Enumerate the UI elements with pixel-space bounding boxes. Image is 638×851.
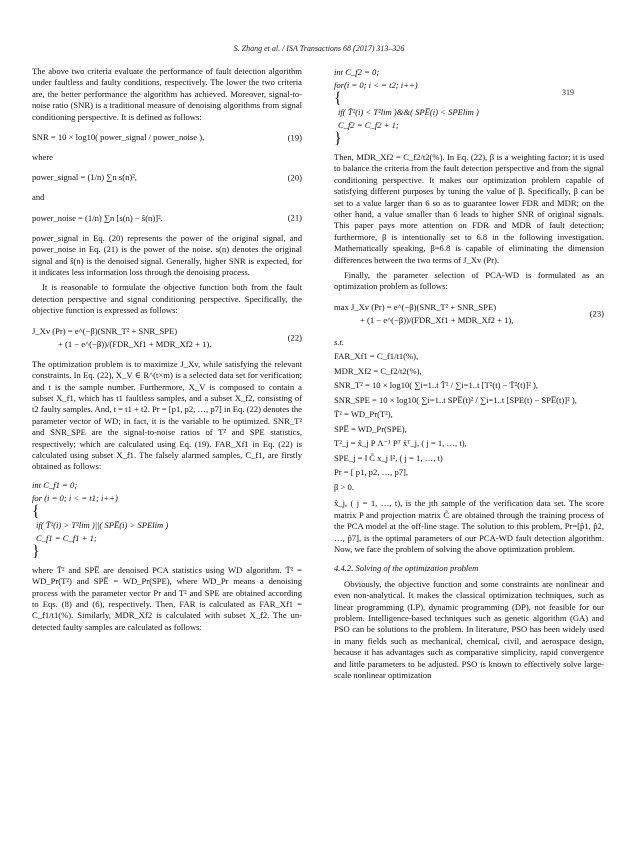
code-line: C_f1 = C_f1 + 1; [36,532,97,543]
constraints-block [334,335,604,495]
equation-22 [32,325,302,351]
pseudocode-block [334,66,604,146]
code-line: for(i = 0; i < = t2; i++) [334,80,418,90]
constraint: SPE_j = ‖ C̃ x_j ‖², ( j = 1, …, t) [334,452,443,463]
constraint: SPE̅ = WD_Pr(SPE), [334,423,407,434]
code-line: C_f2 = C_f2 + 1; [338,120,399,130]
code-line: if( T̄²(i) < T²lim )&&( SPE̅(i) < SPElim ) [338,107,479,117]
pseudocode-block [32,479,302,559]
paragraph: Obviously, the objective function and some constraints are nonlinear and even non-analytical. It makes the classical optimization techniques, such as linear programming (LP), dynamic programming (DP), not feasible for our problem. Intelligence-based techniques such as genetic algorithm (GA) and PSO can be solutions to the problem. In literature, PSO has been widely used in many fields such as mechanical, chemical, civil, and aerospace design, because it has advantages such as comparative simplicity, rapid convergence and little parameters to be adjusted. PSO is known to effectively solve large-scale nonlinear optimization [334,578,604,681]
code-brace: { [334,90,342,107]
constraint: Pr = [ p1, p2, …, p7], [334,467,409,478]
paragraph: where [32,152,53,163]
code-brace: } [334,130,342,147]
constraint: FAR_Xf1 = C_f1/t1(%), [334,351,419,362]
constraint: T²_j = x̂_j P Λ⁻¹ Pᵀ x̂ᵀ_j, ( j = 1, …, t), [334,438,467,449]
equation-number: (21) [287,212,302,223]
code-line: int C_f2 = 0; [334,67,380,77]
paragraph: power_signal in Eq. (20) represents the power of the original signal, and power_noise in Eq. (21) is the power of the noise. s(n) denotes the original signal and ŝ(n) is the denoised signal. Generally, higher SNR is expected, for it indicates less information loss through the denoising process. [32,232,302,278]
equation-19 [32,131,302,144]
paragraph: Finally, the parameter selection of PCA-WD is formulated as an optimization problem as follows: [334,270,604,292]
equation-number: (19) [287,132,302,143]
equation-number: (22) [287,332,302,343]
left-column [32,66,302,637]
running-head-text: S. Zhang et al. / ISA Transactions 68 (2017) 313–326 [233,44,405,53]
equation-body: power_signal = (1/n) ∑n s(n)², [32,172,137,183]
constraint: SNR_T² = 10 × log10( ∑i=1..t T̄² / ∑i=1..t [T²(t) − T̄²(t)]² ), [334,380,538,391]
subsection-heading: 4.4.2. Solving of the optimization problem [334,563,479,574]
paragraph: It is reasonable to formulate the objective function both from the fault detection perspective and signal conditioning perspective. Specifically, the objective function is expressed as follows: [32,282,302,316]
code-brace: } [32,542,40,560]
right-column [334,66,604,685]
equation-line: max J_Xv (Pr) = e^(−β)(SNR_T² + SNR_SPE) [334,301,497,312]
equation-line: J_Xv (Pr) = e^(−β)(SNR_T² + SNR_SPE) [32,325,178,336]
equation-body: SNR = 10 × log10( power_signal / power_noise ), [32,132,205,143]
code-line: for (i = 0; i < = t1; i++) [32,492,118,503]
code-line: int C_f1 = 0; [32,479,78,490]
equation-body: power_noise = (1/n) ∑n [s(n) − ŝ(n)]². [32,212,163,223]
equation-line: + (1 − e^(−β))/(FDR_Xf1 + MDR_Xf2 + 1), [360,314,514,325]
st-label: s.t. [334,336,345,347]
code-brace: { [32,502,40,520]
constraint: T̄² = WD_Pr(T²), [334,409,393,420]
equation-23 [334,301,604,327]
page-number: 319 [562,88,574,97]
paragraph: and [32,192,45,203]
paragraph: Then, MDR_Xf2 = C_f2/t2(%). In Eq. (22), β is a weighting factor; it is used to balance the criteria from the fault detection perspective and from the signal conditioning perspective. It makes our optimization problem capable of satisfying different purposes by tuning the value of β. Specifically, β can be set to a value larger than 6 so as to guarantee lower FDR and MDR; on the other hand, a value smaller than 6 leads to higher SNR of original signals. This paper pays more attention on FDR and MDR of fault detection; furthermore, β is intentionally set to 6.8 in the following investigation. Mathematically speaking, β=6.8 is capable of eliminating the dimension differences between the two terms of J_Xv (Pr). [334,152,604,265]
paragraph: where T̄² and SPE̅ are denoised PCA statistics using WD algorithm. T̄² = WD_Pr(T²) and SPE̅ = WD_Pr(SPE), where WD_Pr means a denoising process with the parameter vector Pr and T² and SPE are obtained according to Eqs. (8) and (6), respectively. Then, FAR is calculated as FAR_Xf1 = C_f1/t1(%). Similarly, MDR_Xf2 is calculated with subset X_f2. The un-detected faulty samples are calculated as follows: [32,564,302,632]
code-line: if( T̄²(i) > T²lim )||( SPE̅(i) > SPElim ) [36,519,169,530]
equation-line: + (1 − e^(−β))/(FDR_Xf1 + MDR_Xf2 + 1). [58,338,212,349]
equation-21 [32,212,302,225]
paragraph: x̂_j, ( j = 1, …, t), is the jth sample of the verification data set. The score matrix P and projection matrix C̃ are obtained through the training process of the PCA model at the off-line stage. The solution to this problem, Pr=[p̂1, p̂2, …, p̂7], is the optimal parameters of our PCA-WD fault detection algorithm. Now, we face the problem of solving the above optimization problem. [334,498,604,554]
constraint: MDR_Xf2 = C_f2/t2(%), [334,365,422,376]
equation-number: (23) [589,308,604,319]
constraint: β > 0. [334,481,354,492]
equation-number: (20) [287,172,302,183]
paragraph: The optimization problem is to maximize J_Xv, while satisfying the relevant constraints. In Eq. (22), X_V ∈ R^(t×m) is a selected data set for verification; and t is the sample number. Furthermore, X_V is composed to contain a subset X_f1, which has t1 faultless samples, and a subset X_f2, consisting of t2 faulty samples. And, t = t1 + t2. Pr = [p1, p2, …, p7] in Eq. (22) denotes the parameter vector of WD; in fact, it is the variable to be optimized. SNR_T² and SNR_SPE are the signal-to-noise ratios of T² and SPE statistics, respectively; which are calculated using Eq. (19). FAR_Xf1 in Eq. (22) is calculated using subset X_f1. The falsely alarmed samples, C_f1, are firstly obtained as follows: [32,358,302,472]
constraint: SNR_SPE = 10 × log10( ∑i=1..t SPE̅(t)² / ∑i=1..t [SPE(t) − SPE̅(t)]² ), [334,394,577,405]
equation-20 [32,171,302,184]
paragraph: The above two criteria evaluate the performance of fault detection algorithm under faultless and faulty conditions, respectively. The lower the two criteria are, the better performance the algorithm has achieved. Moreover, signal-to-noise ratio (SNR) is a traditional measure of denoising algorithms from signal conditioning perspective. It is defined as follows: [32,66,302,122]
